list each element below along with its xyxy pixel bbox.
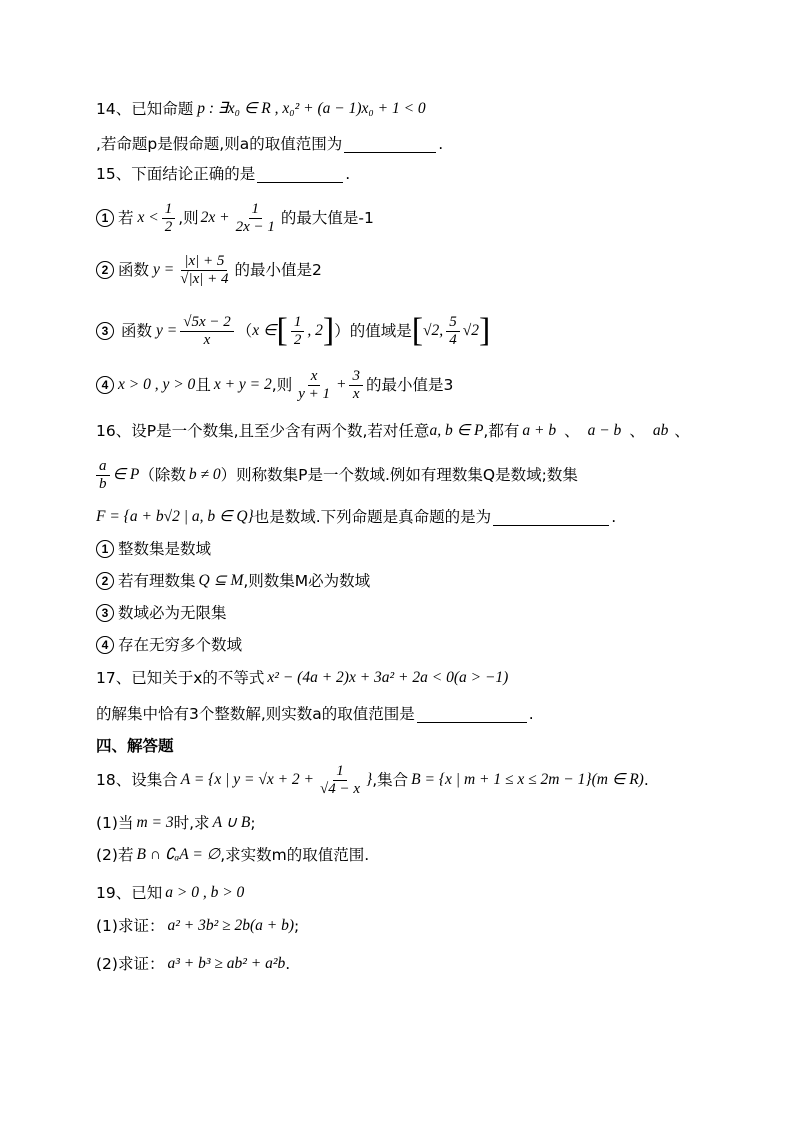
fraction-denominator: 2 — [293, 331, 302, 348]
question-16-text-3: （除数 — [139, 466, 186, 484]
question-16-separator: 、 — [674, 422, 690, 440]
fraction-denominator: x — [352, 385, 360, 402]
question-15-text: 下面结论正确的是 — [131, 165, 256, 183]
question-16-formula-2: a + b — [522, 422, 557, 439]
option-3-paren-open: （ — [236, 322, 253, 340]
option-1-text: 若 — [118, 209, 134, 227]
question-16-formula-3: a − b — [587, 422, 622, 439]
question-16-text-5: 也是数域.下列命题是真命题的是为 — [253, 508, 492, 526]
part-2-text: ,求实数m的取值范围. — [220, 846, 370, 864]
fraction-denominator: 4 — [449, 331, 457, 348]
option-2-lhs: y = — [153, 261, 175, 278]
fraction-denominator: √|x| + 4 — [180, 270, 229, 287]
option-4-fraction-1 — [295, 368, 333, 403]
part-1-formula: a² + 3b² ≥ 2b(a + b) — [167, 917, 295, 934]
question-16-separator: 、 — [629, 422, 645, 440]
option-3-range-fraction — [446, 314, 460, 349]
question-16-item-3 — [96, 602, 754, 624]
section-heading — [96, 735, 754, 757]
question-16-line-3 — [96, 506, 754, 528]
option-4-and: 且 — [195, 376, 211, 394]
part-1-formula-2: A ∪ B — [212, 814, 251, 831]
fraction-numerator: 3 — [349, 368, 363, 386]
option-4-conclusion: 的最小值是3 — [365, 376, 454, 394]
question-18-end: . — [643, 771, 649, 789]
question-16-formula-4: ab — [652, 422, 669, 439]
option-4-plus: + — [335, 376, 347, 393]
question-17-text-2: 的解集中恰有3个整数解,则实数a的取值范围是 — [96, 705, 415, 723]
question-16-text-1: 设P是一个数集,且至少含有两个数,若对任意 — [131, 422, 430, 440]
fraction-numerator: a — [96, 458, 110, 476]
part-1-end: ; — [294, 917, 300, 935]
option-marker-3: 3 — [96, 322, 114, 340]
question-16-end: . — [611, 508, 617, 526]
item-marker-4: 4 — [96, 636, 114, 654]
bracket-left: [ — [411, 312, 424, 349]
question-19-part-1 — [96, 915, 754, 937]
fraction-denominator: b — [99, 475, 107, 492]
question-17-line-2 — [96, 703, 754, 725]
question-17-formula: x² − (4a + 2)x + 3a² + 2a < 0(a > −1) — [267, 669, 509, 686]
question-18-set-b: B = {x | m + 1 ≤ x ≤ 2m − 1}(m ∈ R) — [411, 771, 644, 788]
question-19-formula: a > 0 , b > 0 — [165, 884, 245, 901]
fraction-numerator: 1 — [162, 201, 176, 219]
option-3-connector: 的值域是 — [349, 322, 412, 340]
part-1-text: 时,求 — [173, 814, 210, 832]
question-14-formula: p : ∃x₀ ∈ R , x₀² + (a − 1)x₀ + 1 < 0 — [197, 100, 426, 117]
question-18-text-2: ,集合 — [372, 771, 409, 789]
fraction-numerator: 1 — [291, 314, 305, 332]
option-marker-1: 1 — [96, 209, 114, 227]
question-16-number: 16、 — [96, 422, 132, 440]
option-marker-4: 4 — [96, 376, 114, 394]
fraction-denominator: √4 − x — [320, 780, 361, 797]
option-2-conclusion: 的最小值是2 — [234, 261, 322, 279]
option-3-paren-close: ） — [334, 322, 350, 340]
question-16-formula-6: b ≠ 0 — [188, 466, 221, 483]
option-1-conclusion: 的最大值是-1 — [280, 209, 374, 227]
option-3-lhs: y = — [156, 322, 178, 339]
question-18-text-1: 设集合 — [131, 771, 178, 789]
question-14-number: 14、 — [96, 100, 132, 118]
item-marker-3: 3 — [96, 604, 114, 622]
option-4-sum: x + y = 2 — [213, 376, 272, 393]
question-14-line-2 — [96, 133, 754, 155]
part-1-formula: m = 3 — [136, 814, 174, 831]
option-2-text: 函数 — [118, 261, 150, 279]
question-15-line — [96, 163, 754, 185]
option-1-connector: ,则 — [178, 209, 199, 227]
question-18-set-a-end: } — [366, 771, 373, 788]
question-14-text-2: ,若命题p是假命题,则a的取值范围为 — [96, 135, 343, 153]
option-1-fraction-expr — [233, 201, 278, 236]
question-14-end: . — [438, 135, 444, 153]
option-3-domain-end: , 2 — [307, 322, 323, 339]
item-3-text: 数域必为无限集 — [118, 604, 227, 622]
section-4-title: 四、解答题 — [96, 737, 174, 755]
question-15-option-1 — [96, 200, 754, 236]
bracket-right: ] — [322, 312, 335, 349]
option-3-fraction — [180, 314, 234, 349]
fraction-denominator: y + 1 — [298, 385, 330, 402]
option-2-fraction — [177, 253, 231, 288]
fraction-denominator: 2x − 1 — [235, 218, 275, 235]
item-4-text: 存在无穷多个数域 — [118, 636, 243, 654]
question-16-fraction — [96, 458, 110, 493]
question-15-option-4 — [96, 365, 754, 405]
option-3-text: 函数 — [121, 322, 153, 340]
question-15-number: 15、 — [96, 165, 132, 183]
question-16-formula-1: a, b ∈ P — [429, 422, 484, 439]
question-19-part-2 — [96, 953, 754, 975]
question-16-formula-7: F = {a + b√2 | a, b ∈ Q} — [96, 508, 254, 525]
option-4-connector: ,则 — [271, 376, 293, 394]
item-1-text: 整数集是数域 — [118, 540, 212, 558]
question-19-line-1 — [96, 882, 754, 904]
part-1-end: ; — [250, 814, 256, 832]
item-2-text: 若有理数集 — [118, 572, 196, 590]
part-1-label: (1)当 — [96, 814, 134, 832]
option-3-range-end: √2 — [462, 322, 479, 339]
question-16-item-1 — [96, 538, 754, 560]
question-16-formula-5: ∈ P — [112, 466, 140, 483]
option-1-condition: x < — [137, 209, 159, 226]
question-18-fraction — [317, 763, 363, 798]
question-16-item-2 — [96, 570, 754, 592]
question-14-line-1 — [96, 98, 754, 120]
question-16-line-2 — [96, 455, 754, 495]
question-18-line-1 — [96, 762, 754, 798]
question-17-text-1: 已知关于x的不等式 — [131, 669, 265, 687]
question-16-text-2: ,都有 — [483, 422, 520, 440]
option-1-expression: 2x + — [200, 209, 230, 226]
answer-blank-15[interactable] — [257, 166, 343, 183]
fraction-numerator: √5x − 2 — [180, 314, 234, 332]
question-19-text-1: 已知 — [131, 884, 163, 902]
part-2-formula: a³ + b³ ≥ ab² + a²b — [167, 955, 286, 972]
question-18-set-a: A = {x | y = √x + 2 + — [180, 771, 315, 788]
fraction-numerator: |x| + 5 — [181, 253, 227, 271]
fraction-numerator: 1 — [249, 201, 263, 219]
question-17-line-1 — [96, 667, 754, 689]
fraction-numerator: x — [308, 368, 321, 386]
question-16-item-4 — [96, 634, 754, 656]
item-marker-1: 1 — [96, 540, 114, 558]
bracket-right: ] — [478, 312, 491, 349]
option-marker-2: 2 — [96, 261, 114, 279]
question-15-option-2 — [96, 250, 754, 290]
item-2-formula: Q ⊆ M — [198, 572, 244, 589]
part-2-formula: B ∩ ∁ₐA = ∅ — [136, 846, 221, 863]
question-18-part-1 — [96, 812, 754, 834]
question-14-text: 已知命题 — [131, 100, 194, 118]
fraction-numerator: 1 — [333, 763, 347, 781]
answer-blank-17[interactable] — [417, 706, 527, 723]
option-4-fraction-2 — [349, 368, 363, 403]
question-18-part-2 — [96, 844, 754, 866]
question-19-number: 19、 — [96, 884, 132, 902]
answer-blank-16[interactable] — [493, 509, 609, 526]
option-3-range-start: √2, — [423, 322, 444, 339]
option-4-condition: x > 0 , y > 0 — [118, 376, 196, 393]
item-marker-2: 2 — [96, 572, 114, 590]
fraction-denominator: 2 — [164, 218, 173, 235]
item-2-text-2: ,则数集M必为数域 — [243, 572, 371, 590]
part-2-label: (2)若 — [96, 846, 134, 864]
question-16-line-1 — [96, 420, 754, 442]
question-17-number: 17、 — [96, 669, 132, 687]
bracket-left: [ — [276, 312, 288, 349]
question-15-option-3 — [96, 310, 754, 352]
option-3-domain-fraction — [291, 314, 305, 349]
part-2-label: (2)求证： — [96, 955, 165, 973]
option-1-fraction-half — [162, 201, 176, 236]
fraction-denominator: x — [203, 331, 211, 348]
answer-blank-14[interactable] — [344, 136, 436, 153]
option-3-domain: x ∈ — [252, 322, 277, 339]
question-16-separator: 、 — [564, 422, 580, 440]
part-1-label: (1)求证： — [96, 917, 165, 935]
fraction-numerator: 5 — [446, 314, 460, 332]
question-18-number: 18、 — [96, 771, 132, 789]
question-17-end: . — [528, 705, 534, 723]
question-16-text-4: ）则称数集P是一个数域.例如有理数集Q是数域;数集 — [220, 466, 578, 484]
question-15-end: . — [345, 165, 351, 183]
part-2-end: . — [285, 955, 291, 973]
